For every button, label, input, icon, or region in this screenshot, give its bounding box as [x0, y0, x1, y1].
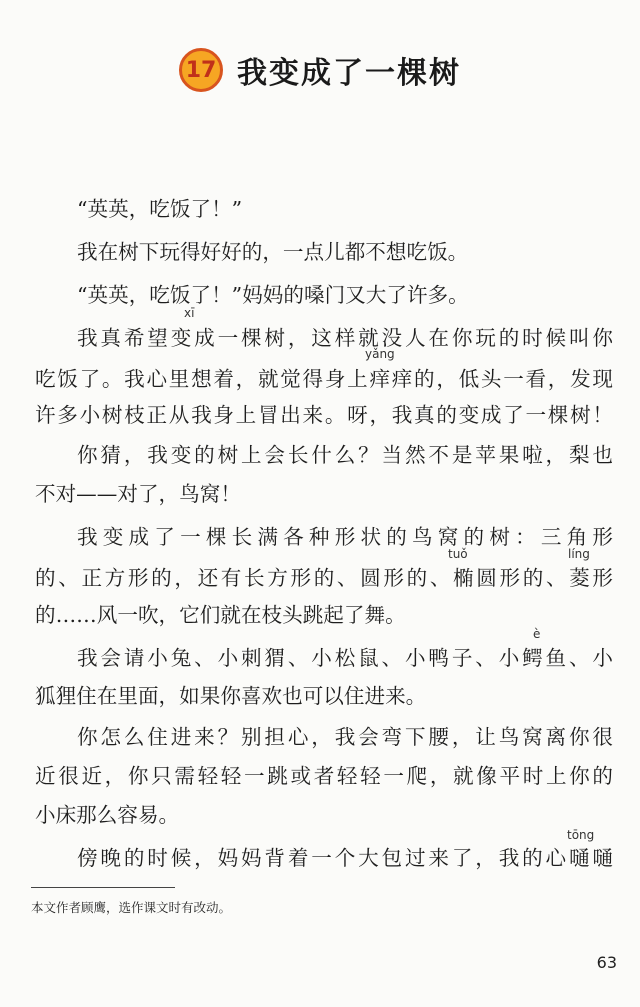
- pinyin-tuo: tuǒ: [448, 547, 468, 561]
- text-line: 我变成了一棵长满各种形状的鸟窝的树：三角形: [77, 525, 613, 549]
- text-line: 小床那么容易。: [35, 803, 180, 827]
- footnote: 本文作者顾鹰，选作课文时有改动。: [31, 900, 232, 915]
- text-line: 我真希望变成一棵树，这样就没人在你玩的时候叫你: [77, 326, 613, 350]
- lesson-number-badge: 17: [179, 48, 223, 92]
- page-number: 63: [596, 953, 617, 972]
- text-line: 我会请小兔、小刺猬、小松鼠、小鸭子、小鳄鱼、小: [77, 646, 613, 670]
- text-line: “英英，吃饭了！”妈妈的嗓门又大了许多。: [77, 283, 469, 307]
- lesson-title: 我变成了一棵树: [237, 56, 461, 91]
- lesson-header: [0, 48, 640, 92]
- pinyin-xi: xī: [184, 306, 195, 320]
- text-line: 我在树下玩得好好的，一点儿都不想吃饭。: [77, 240, 469, 264]
- text-line: 你怎么住进来？别担心，我会弯下腰，让鸟窝离你很: [77, 725, 613, 749]
- pinyin-e: è: [533, 627, 541, 641]
- text-line: 你猜，我变的树上会长什么？当然不是苹果啦，梨也: [77, 443, 613, 467]
- text-line: “英英，吃饭了！”: [77, 197, 243, 221]
- footnote-divider: [31, 887, 175, 888]
- text-line: 近很近，你只需轻轻一跳或者轻轻一爬，就像平时上你的: [35, 764, 613, 788]
- text-line: 吃饭了。我心里想着，就觉得身上痒痒的，低头一看，发现: [35, 367, 613, 391]
- text-line: 不对——对了，鸟窝！: [35, 482, 241, 506]
- pinyin-ling: líng: [568, 547, 590, 561]
- text-line: 许多小树枝正从我身上冒出来。呀，我真的变成了一棵树！: [35, 403, 613, 427]
- pinyin-yang: yǎng: [365, 347, 395, 361]
- text-line: 的、正方形的，还有长方形的、圆形的、椭圆形的、菱形: [35, 566, 613, 590]
- text-line: 狐狸住在里面，如果你喜欢也可以住进来。: [35, 684, 427, 708]
- pinyin-tong: tōng: [567, 828, 595, 842]
- text-line: 傍晚的时候，妈妈背着一个大包过来了，我的心嗵嗵: [77, 846, 613, 870]
- text-line: 的……风一吹，它们就在枝头跳起了舞。: [35, 603, 406, 627]
